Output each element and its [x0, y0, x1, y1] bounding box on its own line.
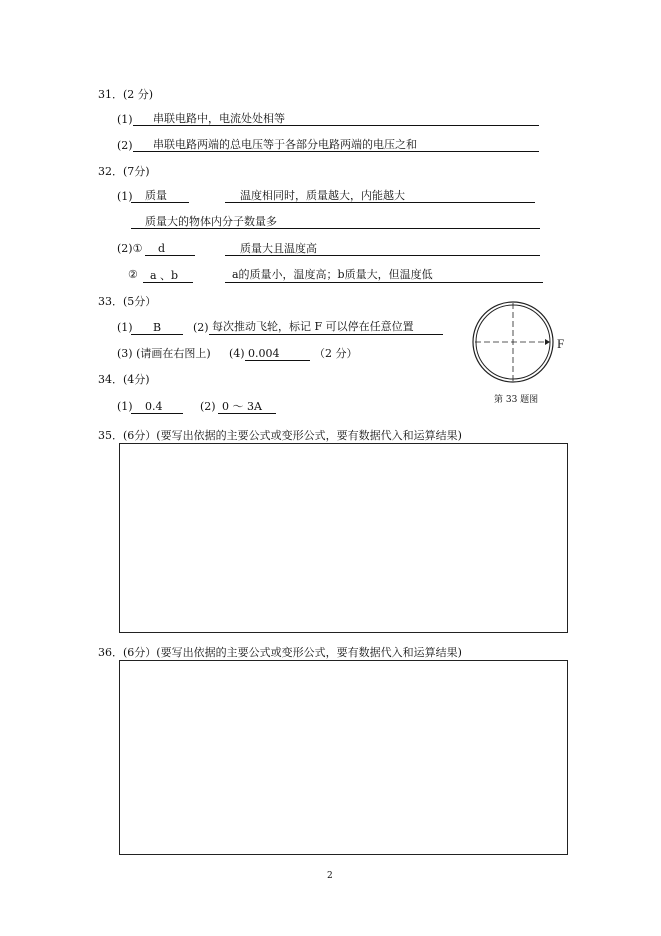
q33-p2-a: 每次推动飞轮，标记 F 可以停在任意位置: [212, 320, 414, 333]
figure-caption: 第 33 题图: [494, 395, 539, 405]
q31-p2-label: (2): [117, 139, 133, 152]
mark-f-label: F: [557, 336, 565, 351]
page-number: 2: [327, 871, 333, 881]
q34-p2-a: 0 ～ 3A: [222, 400, 262, 413]
q32-p2-b: 质量大且温度高: [240, 242, 317, 255]
q32-p2-a: d: [158, 242, 166, 255]
q34-title: 34．(4分): [98, 373, 150, 386]
flywheel-figure: [470, 300, 580, 390]
q36-answer-box[interactable]: [119, 660, 568, 855]
q31-p1-answer: 串联电路中，电流处处相等: [153, 112, 285, 125]
q31-p2-answer: 串联电路两端的总电压等于各部分电路两端的电压之和: [153, 138, 417, 151]
q35-answer-box[interactable]: [119, 443, 568, 633]
q33-p4-label: (4): [229, 347, 245, 360]
q32-title: 32．(7分): [98, 165, 150, 178]
answer-line: [145, 255, 195, 256]
q34-p2-label: (2): [200, 400, 216, 413]
answer-line: [133, 125, 539, 126]
q33-p4-a: 0.004: [248, 347, 280, 360]
answer-line: [131, 334, 183, 335]
q32-p1-b: 温度相同时，质量越大，内能越大: [240, 189, 405, 202]
q36-title: 36．(6分）(要写出依据的主要公式或变形公式，要有数据代入和运算结果): [98, 646, 462, 659]
q32-p3-label: ②: [128, 268, 138, 281]
answer-line: [131, 228, 540, 229]
q34-p1-a: 0.4: [145, 400, 163, 413]
q35-title: 35．(6分）(要写出依据的主要公式或变形公式，要有数据代入和运算结果): [98, 429, 462, 442]
q33-title: 33．(5分）: [98, 295, 157, 308]
answer-line: [225, 202, 535, 203]
q32-p3-a: a 、b: [150, 269, 179, 282]
q33-p2-label: (2): [193, 321, 209, 334]
q33-p1-a: B: [153, 321, 162, 334]
answer-line: [225, 255, 540, 256]
answer-line: [131, 413, 183, 414]
q32-p3-b: a的质量小，温度高；b质量大，但温度低: [232, 268, 433, 281]
answer-line: [143, 282, 193, 283]
q31-title: 31．(2 分): [98, 88, 154, 101]
answer-line: [209, 334, 443, 335]
q32-p1-c: 质量大的物体内分子数量多: [145, 215, 277, 228]
q34-p1-label: (1): [117, 400, 133, 413]
mark-f-arrow-icon: [545, 339, 550, 345]
answer-line: [225, 282, 543, 283]
q33-p1-label: (1): [117, 321, 133, 334]
q32-p1-label: (1): [117, 190, 133, 203]
q31-p1-label: (1): [117, 113, 133, 126]
q32-p2-label: (2)①: [117, 242, 143, 255]
q32-p1-a: 质量: [145, 189, 167, 202]
answer-line: [218, 413, 276, 414]
answer-line: [133, 151, 539, 152]
q33-p4-note: （2 分）: [314, 347, 358, 360]
answer-line: [245, 360, 310, 361]
answer-line: [131, 202, 189, 203]
q33-p3-label: (3) (请画在右图上): [117, 347, 211, 360]
